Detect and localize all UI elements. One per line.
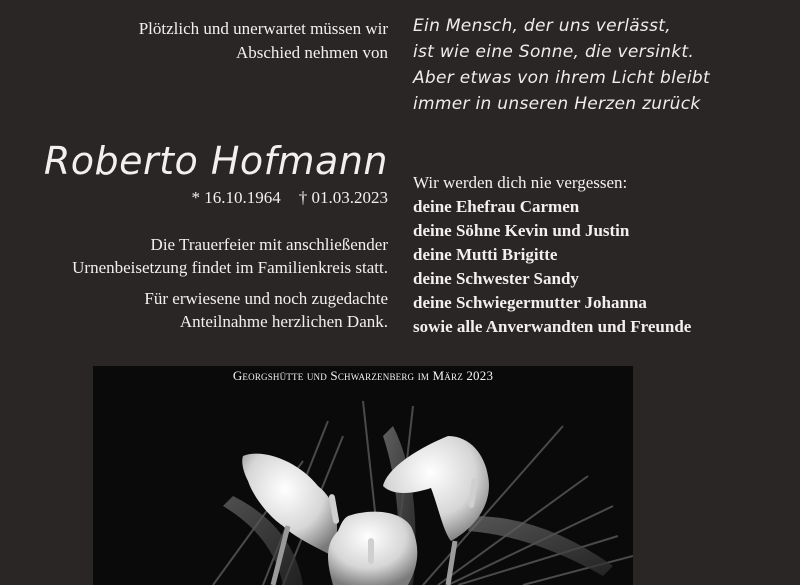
birth-date: * 16.10.1964 [191, 188, 281, 207]
intro-text [48, 17, 388, 65]
thanks-notice [0, 287, 388, 333]
mourner-entry: deine Ehefrau Carmen [413, 197, 580, 216]
poem-line: ist wie eine Sonne, die versinkt. [413, 42, 695, 62]
calla-lily-illustration [93, 366, 633, 585]
mourner-entry: sowie alle Anverwandten und Freunde [413, 317, 692, 336]
thanks-line: Anteilnahme herzlichen Dank. [179, 312, 388, 331]
calla-lily-photo [93, 366, 633, 585]
mourner-entry: deine Söhne Kevin und Justin [413, 221, 630, 240]
mourner-entry: deine Mutti Brigitte [413, 245, 558, 264]
service-notice [0, 233, 388, 279]
thanks-line: Für erwiesene und noch zugedachte [144, 289, 388, 308]
service-line: Die Trauerfeier mit anschließender [150, 235, 388, 254]
intro-line: Abschied nehmen von [235, 43, 388, 62]
poem-line: immer in unseren Herzen zurück [413, 94, 701, 114]
poem-line: Aber etwas von ihrem Licht bleibt [413, 68, 710, 88]
service-line: Urnenbeisetzung findet im Familienkreis statt. [72, 258, 388, 277]
poem [413, 13, 793, 117]
deceased-name: Roberto Hofmann [43, 139, 388, 183]
mourners-list [413, 171, 798, 339]
mourner-entry: deine Schwester Sandy [413, 269, 579, 288]
mourners-lead: Wir werden dich nie vergessen: [413, 173, 628, 192]
poem-line: Ein Mensch, der uns verlässt, [413, 16, 671, 36]
place-and-date: Georgshütte und Schwarzenberg im März 2023 [232, 368, 494, 383]
intro-line: Plötzlich und unerwartet müssen wir [138, 19, 388, 38]
death-date: † 01.03.2023 [298, 188, 388, 207]
life-dates [88, 187, 388, 209]
mourner-entry: deine Schwiegermutter Johanna [413, 293, 647, 312]
